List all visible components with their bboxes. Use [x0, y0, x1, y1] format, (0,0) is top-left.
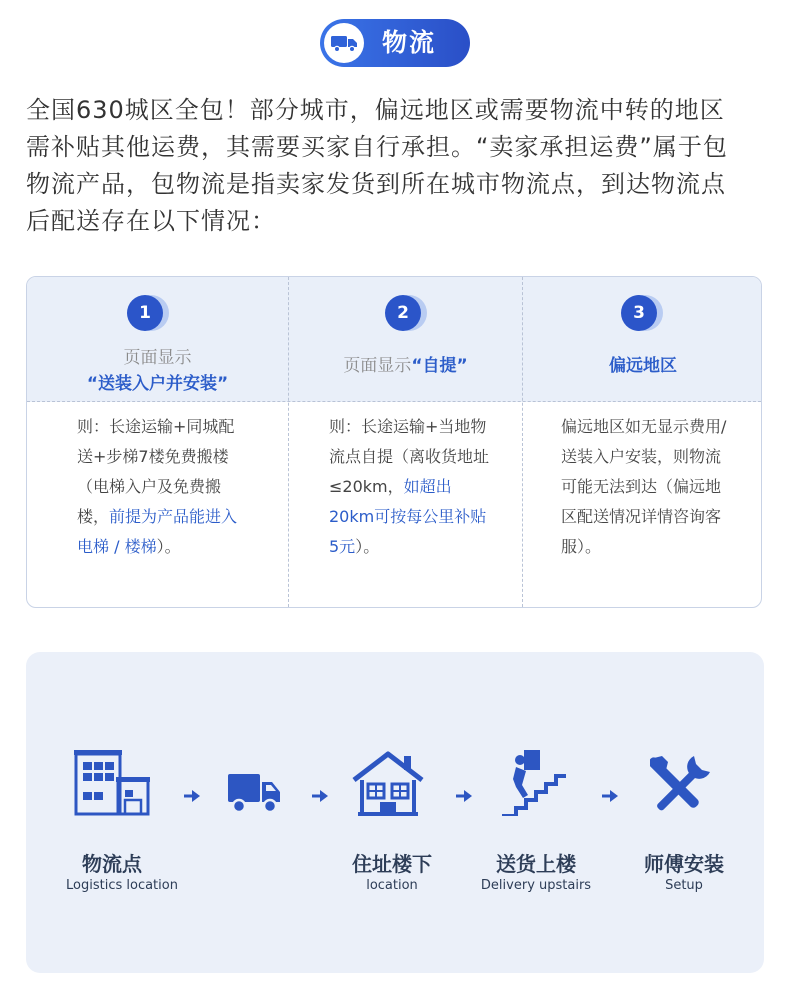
- step-label: 师傅安装: [644, 852, 724, 876]
- arrow-right-icon: [312, 790, 328, 802]
- intro-line: 后配送存在以下情况：: [26, 207, 276, 235]
- truck-icon-badge: [324, 23, 364, 63]
- case-title-plain: 页面显示: [343, 356, 412, 376]
- step-sublabel: Setup: [665, 878, 703, 893]
- step-label: 送货上楼: [496, 852, 576, 876]
- case-title-highlight: “自提”: [411, 356, 468, 376]
- case-column-3: [522, 277, 762, 607]
- house-icon: [352, 750, 424, 816]
- case-column-1: [27, 277, 288, 607]
- case-text-end: ）。: [355, 537, 380, 556]
- step-sublabel: Logistics location: [66, 878, 178, 893]
- case-description: [329, 412, 494, 562]
- case-description: [77, 412, 247, 562]
- arrow-right-icon: [456, 790, 472, 802]
- intro-line: 全国630城区全包！部分城市，偏远地区或需要物流中转的地区: [26, 96, 725, 124]
- case-text-plain: 偏远地区如无显示费用/送装入户安装，则物流可能无法到达（偏远地区配送情况详情咨询客服）。: [561, 417, 727, 556]
- delivery-process-panel: [26, 652, 764, 973]
- delivery-cases-table: [26, 276, 762, 608]
- case-title-highlight: 偏远地区: [609, 356, 677, 376]
- step-sublabel: location: [366, 878, 418, 893]
- step-label: 住址楼下: [352, 852, 432, 876]
- arrow-right-icon: [602, 790, 618, 802]
- case-title-highlight: “送装入户并安装”: [86, 374, 229, 394]
- truck-icon: [228, 772, 282, 816]
- arrow-right-icon: [184, 790, 200, 802]
- tools-icon: [650, 752, 714, 816]
- case-number-badge: 2: [385, 295, 421, 331]
- truck-icon: [330, 33, 358, 53]
- case-text-plain: 则：长途运输+同城配送+步梯7楼免费搬楼（电梯入户及免费搬楼，: [77, 417, 235, 526]
- section-title-pill: [320, 19, 470, 67]
- case-description: [561, 412, 733, 562]
- step-label: 物流点: [82, 852, 142, 876]
- case-text-highlight: 如超出20km可按每公里补贴5元: [329, 477, 487, 556]
- case-title: [289, 351, 522, 376]
- case-number-badge: 1: [127, 295, 163, 331]
- case-text-end: ）。: [156, 537, 181, 556]
- stairs-delivery-icon: [502, 750, 568, 816]
- intro-paragraph: [26, 92, 766, 240]
- intro-line: 物流产品，包物流是指卖家发货到所在城市物流点，到达物流点: [26, 170, 726, 198]
- case-number-badge: 3: [621, 295, 657, 331]
- case-column-2: [288, 277, 522, 607]
- step-sublabel: Delivery upstairs: [480, 878, 592, 893]
- case-text-highlight: 前提为产品能进入电梯 / 楼梯: [77, 507, 238, 556]
- intro-line: 需补贴其他运费，其需要买家自行承担。“卖家承担运费”属于包: [26, 133, 728, 161]
- logistics-building-icon: [74, 750, 150, 816]
- case-title-plain: 页面显示: [123, 348, 192, 368]
- case-text-plain: 则：长途运输+当地物流点自提（离收货地址≤20km，: [329, 417, 490, 496]
- section-title: 物流: [382, 28, 437, 57]
